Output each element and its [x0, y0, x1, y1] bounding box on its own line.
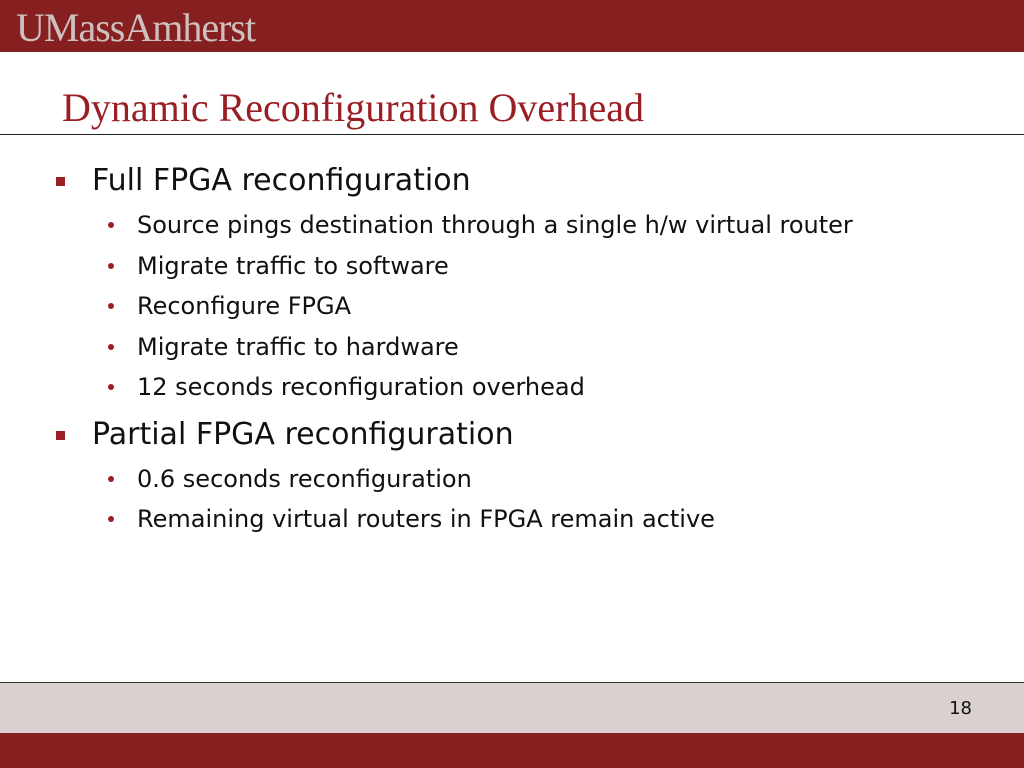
header-bar [0, 0, 1024, 52]
bullet-level2: 0.6 seconds reconfiguration [137, 465, 472, 493]
page-number: 18 [949, 698, 972, 719]
dot-bullet-icon [108, 476, 114, 482]
bottom-bar [0, 733, 1024, 768]
dot-bullet-icon [108, 344, 114, 350]
umass-logo: UMassAmherst [16, 5, 256, 50]
title-divider [0, 134, 1024, 135]
bullet-level2: Migrate traffic to software [137, 252, 449, 280]
dot-bullet-icon [108, 303, 114, 309]
bullet-level2: Source pings destination through a single h/w virtual router [137, 211, 853, 239]
dot-bullet-icon [108, 263, 114, 269]
dot-bullet-icon [108, 516, 114, 522]
square-bullet-icon [56, 177, 65, 186]
bullet-level2: Reconfigure FPGA [137, 292, 352, 320]
bullet-level2: Remaining virtual routers in FPGA remain active [137, 505, 715, 533]
footer-band [0, 683, 1024, 733]
bullet-level2: Migrate traffic to hardware [137, 333, 459, 361]
square-bullet-icon [56, 431, 65, 440]
bullet-level1: Partial FPGA reconfiguration [92, 417, 514, 452]
bullet-level1: Full FPGA reconfiguration [92, 163, 471, 198]
dot-bullet-icon [108, 384, 114, 390]
bullet-level2: 12 seconds reconfiguration overhead [137, 373, 585, 401]
slide-title: Dynamic Reconfiguration Overhead [62, 85, 645, 130]
dot-bullet-icon [108, 222, 114, 228]
